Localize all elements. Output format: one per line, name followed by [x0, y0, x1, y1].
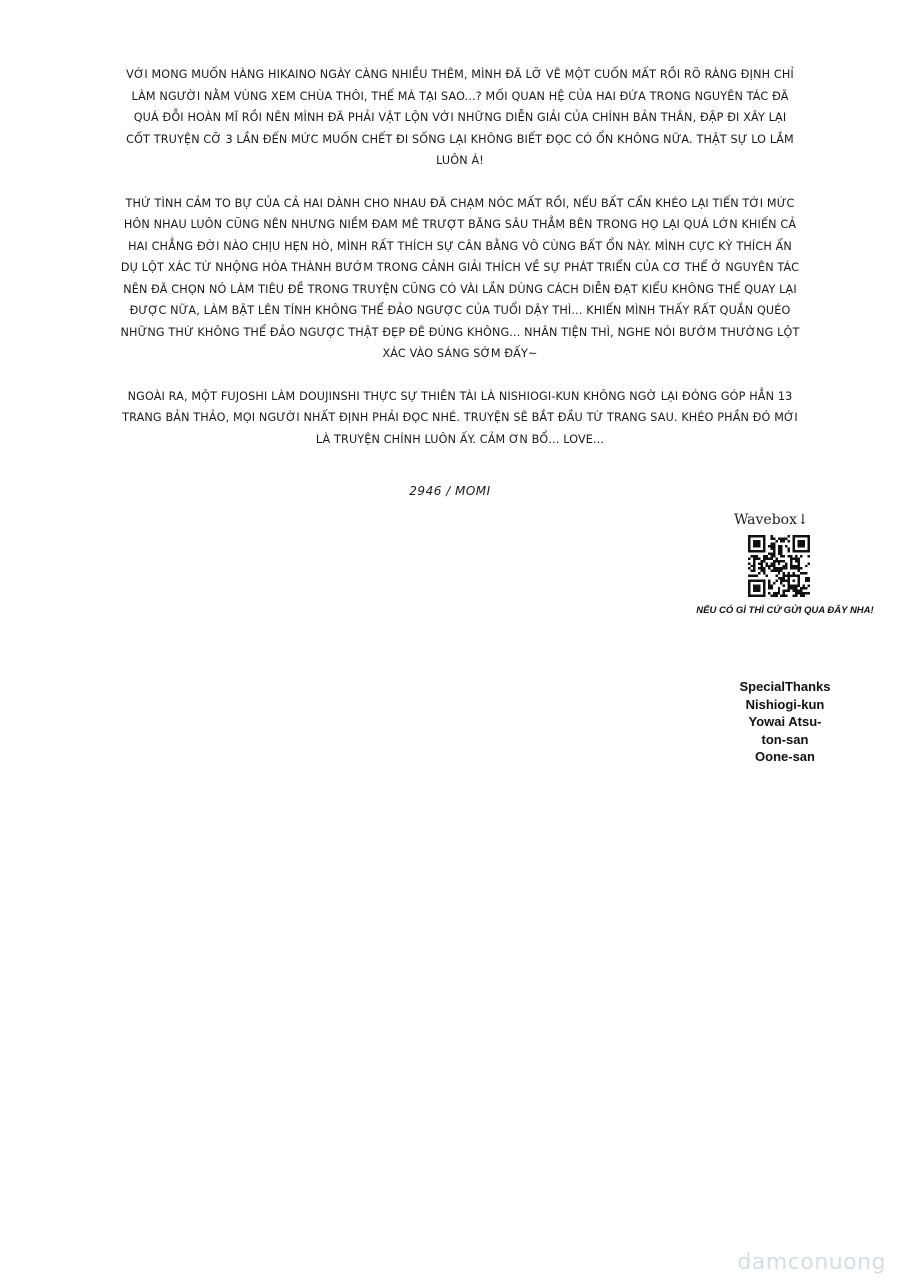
thanks-line: Yowai Atsu-	[748, 714, 822, 729]
thanks-line: Oone-san	[755, 749, 815, 764]
thanks-line: SpecialThanks	[739, 679, 831, 694]
author-signature: 2946 / MOMI	[409, 484, 491, 498]
thanks-line: Nishiogi-kun	[745, 696, 825, 712]
wavebox-note: NẾU CÓ GÌ THÌ CỨ GỬI QUA ĐÂY NHA!	[696, 605, 874, 616]
special-thanks	[725, 678, 845, 766]
afterword-paragraph-2: THỨ TÌNH CẢM TO BỰ CỦA CẢ HAI DÀNH CHO NHAU ĐÃ CHẠM NÓC MẤT RỒI, NẾU BẤT CẨN KHÉO LẠI TIẾN TỚI MỨC HÔN NHAU LUÔN CŨNG NÊN NHƯNG NIỀM ĐAM MÊ TRƯỢT BĂNG SÂU THẲM BÊN TRONG HỌ LẠI QUÁ LỚN KHIẾN CẢ HAI CHẲNG ĐỜI NÀO CHỊU HẸN HÒ, MÌNH RẤT THÍCH SỰ CÂN BẰNG VÔ CÙNG BẤT ỔN NÀY. MÌNH CỰC KỲ THÍCH ẨN DỤ LỘT XÁC TỪ NHỘNG HÓA THÀNH BƯỚM TRONG CẢNH GIẢI THÍCH VỀ SỰ PHÁT TRIỂN CỦA CƠ THỂ Ở NGUYÊN TÁC NÊN ĐÃ CHỌN NÓ LÀM TIÊU ĐỀ TRONG TRUYỆN CŨNG CÓ VÀI LẦN DÙNG CÁCH DIỄN ĐẠT KIỂU KHÔNG THỂ QUAY LẠI ĐƯỢC NỮA, LÀM BẬT LÊN TÍNH KHÔNG THỂ ĐẢO NGƯỢC CỦA TUỔI DẬY THÌ... KHIẾN MÌNH THẤY RẤT QUẮN QUÉO NHỮNG THỨ KHÔNG THỂ ĐẢO NGƯỢC THẬT ĐẸP ĐẼ ĐÚNG KHÔNG... NHÂN TIỆN THÌ, NGHE NÓI BƯỚM THƯỜNG LỘT XÁC VÀO SÁNG SỚM ĐẤY~	[120, 196, 800, 360]
afterword-paragraph-3: NGOÀI RA, MỘT FUJOSHI LÀM DOUJINSHI THỰC SỰ THIÊN TÀI LÀ NISHIOGI-KUN KHÔNG NGỜ LẠI ĐÓNG GÓP HẲN 13 TRANG BẢN THẢO, MỌI NGƯỜI NHẤT ĐỊNH PHẢI ĐỌC NHÉ. TRUYỆN SẼ BẮT ĐẦU TỪ TRANG SAU. KHÉO PHẦN ĐÓ MỚI LÀ TRUYỆN CHÍNH LUÔN ẤY. CẢM ƠN BỔ... LOVE...	[122, 389, 798, 446]
thanks-line: ton-san	[761, 731, 809, 747]
wavebox-label: Wavebox↓	[734, 512, 809, 528]
afterword-letter	[120, 64, 800, 471]
watermark: damconuong	[737, 1250, 886, 1275]
afterword-paragraph-1: VỚI MONG MUỐN HÀNG HIKAINO NGÀY CÀNG NHIỀU THÊM, MÌNH ĐÃ LỠ VẼ MỘT CUỐN MẤT RỒI RÕ RÀNG ĐỊNH CHỈ LÀM NGƯỜI NẰM VÙNG XEM CHÙA THÔI, THẾ MÀ TẠI SAO...? MỐI QUAN HỆ CỦA HAI ĐỨA TRONG NGUYÊN TÁC ĐÃ QUÁ ĐỖI HOÀN MĨ RỒI NÊN MÌNH ĐÃ PHẢI VẬT LỘN VỚI NHỮNG DIỄN GIẢI CỦA CHÍNH BẢN THÂN, ĐẬP ĐI XÂY LẠI CỐT TRUYỆN CỠ 3 LẦN ĐẾN MỨC MUỐN CHẾT ĐI SỐNG LẠI KHÔNG BIẾT ĐỌC CÓ ỔN KHÔNG NỮA. THẬT SỰ LO LẮM LUÔN Á!	[126, 68, 794, 167]
wavebox-qr-code-icon[interactable]	[748, 535, 810, 597]
